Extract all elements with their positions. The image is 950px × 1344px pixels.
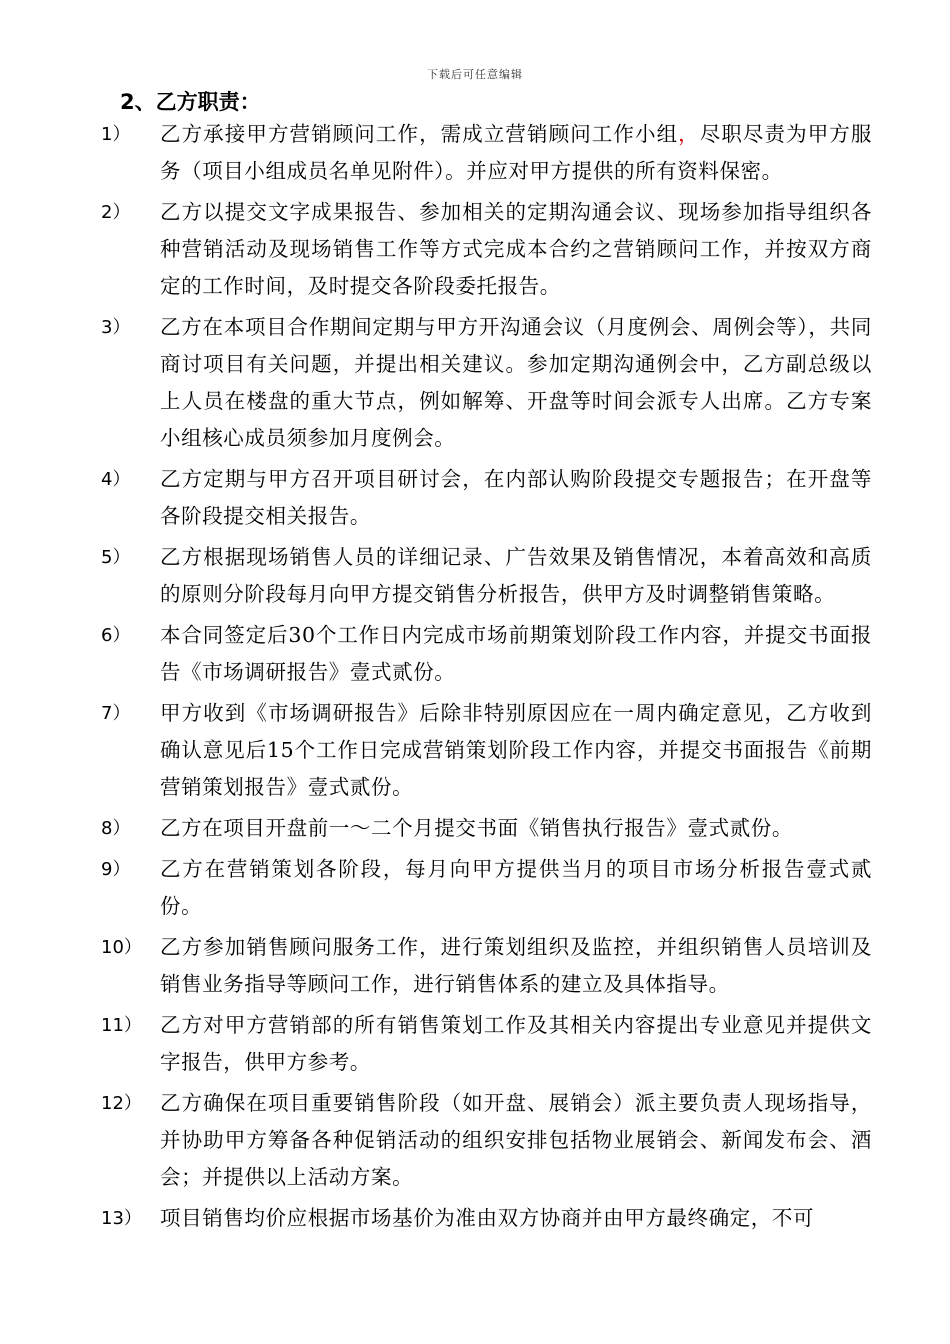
item-number: 12） xyxy=(101,1093,142,1114)
item-text: 乙方定期与甲方召开项目研讨会，在内部认购阶段提交专题报告；在开盘等各阶段提交相关报告。 xyxy=(160,467,872,528)
list-item xyxy=(0,116,950,190)
item-number: 10） xyxy=(101,937,142,958)
list-item xyxy=(0,194,950,305)
list-item xyxy=(0,851,950,925)
item-text: 乙方对甲方营销部的所有销售策划工作及其相关内容提出专业意见并提供文字报告，供甲方参考。 xyxy=(160,1013,872,1074)
item-text: 乙方在本项目合作期间定期与甲方开沟通会议（月度例会、周例会等），共同商讨项目有关问题，并提出相关建议。参加定期沟通例会中，乙方副总级以上人员在楼盘的重大节点，例如解筹、开盘等时间会派专人出席。乙方专案小组核心成员须参加月度例会。 xyxy=(160,315,872,450)
list-item xyxy=(0,929,950,1003)
item-text: 乙方确保在项目重要销售阶段（如开盘、展销会）派主要负责人现场指导，并协助甲方筹备各种促销活动的组织安排包括物业展销会、新闻发布会、酒会；并提供以上活动方案。 xyxy=(160,1091,872,1189)
list-item xyxy=(0,617,950,691)
item-text: 乙方根据现场销售人员的详细记录、广告效果及销售情况，本着高效和高质的原则分阶段每月向甲方提交销售分析报告，供甲方及时调整销售策略。 xyxy=(160,545,872,606)
item-text: 乙方在营销策划各阶段，每月向甲方提供当月的项目市场分析报告壹式贰份。 xyxy=(160,857,872,918)
item-number: 1） xyxy=(101,124,131,145)
item-text: 本合同签定后30个工作日内完成市场前期策划阶段工作内容，并提交书面报告《市场调研报告》壹式贰份。 xyxy=(160,623,872,684)
header-watermark: 下载后可任意编辑 xyxy=(427,68,523,81)
item-text: 乙方以提交文字成果报告、参加相关的定期沟通会议、现场参加指导组织各种营销活动及现场销售工作等方式完成本合约之营销顾问工作，并按双方商定的工作时间，及时提交各阶段委托报告。 xyxy=(160,200,872,298)
item-text: 乙方参加销售顾问服务工作，进行策划组织及监控，并组织销售人员培训及销售业务指导等顾问工作，进行销售体系的建立及具体指导。 xyxy=(160,935,872,996)
item-number: 13） xyxy=(101,1208,142,1229)
item-text: 乙方在项目开盘前一～二个月提交书面《销售执行报告》壹式贰份。 xyxy=(160,816,793,840)
item-number: 7） xyxy=(101,703,131,724)
list-item xyxy=(0,810,950,847)
item-text: 甲方收到《市场调研报告》后除非特别原因应在一周内确定意见，乙方收到确认意见后15个工作日完成营销策划阶段工作内容，并提交书面报告《前期营销策划报告》壹式贰份。 xyxy=(160,701,872,799)
item-number: 3） xyxy=(101,317,131,338)
item-number: 4） xyxy=(101,469,131,490)
item-number: 11） xyxy=(101,1015,142,1036)
list-item xyxy=(0,539,950,613)
list-item xyxy=(0,461,950,535)
list-item xyxy=(0,695,950,806)
list-item xyxy=(0,1085,950,1196)
item-number: 8） xyxy=(101,818,131,839)
list-item xyxy=(0,309,950,457)
section-title: 2、乙方职责： xyxy=(120,90,261,114)
list-item xyxy=(0,1007,950,1081)
item-text xyxy=(160,116,872,190)
item-text-part: 尽职尽责为甲方服务（项目小组成员名单见附件）。并应对甲方提供的所有资料保密。 xyxy=(160,122,872,183)
item-number: 9） xyxy=(101,859,131,880)
item-text: 项目销售均价应根据市场基价为准由双方协商并由甲方最终确定，不可 xyxy=(160,1206,815,1230)
duty-list xyxy=(0,116,950,1241)
item-number: 6） xyxy=(101,625,131,646)
list-item xyxy=(0,1200,950,1237)
item-text-part: 乙方承接甲方营销顾问工作，需成立营销顾问工作小组 xyxy=(160,122,679,146)
item-number: 2） xyxy=(101,202,131,223)
red-comma: ， xyxy=(678,122,700,146)
item-number: 5） xyxy=(101,547,131,568)
